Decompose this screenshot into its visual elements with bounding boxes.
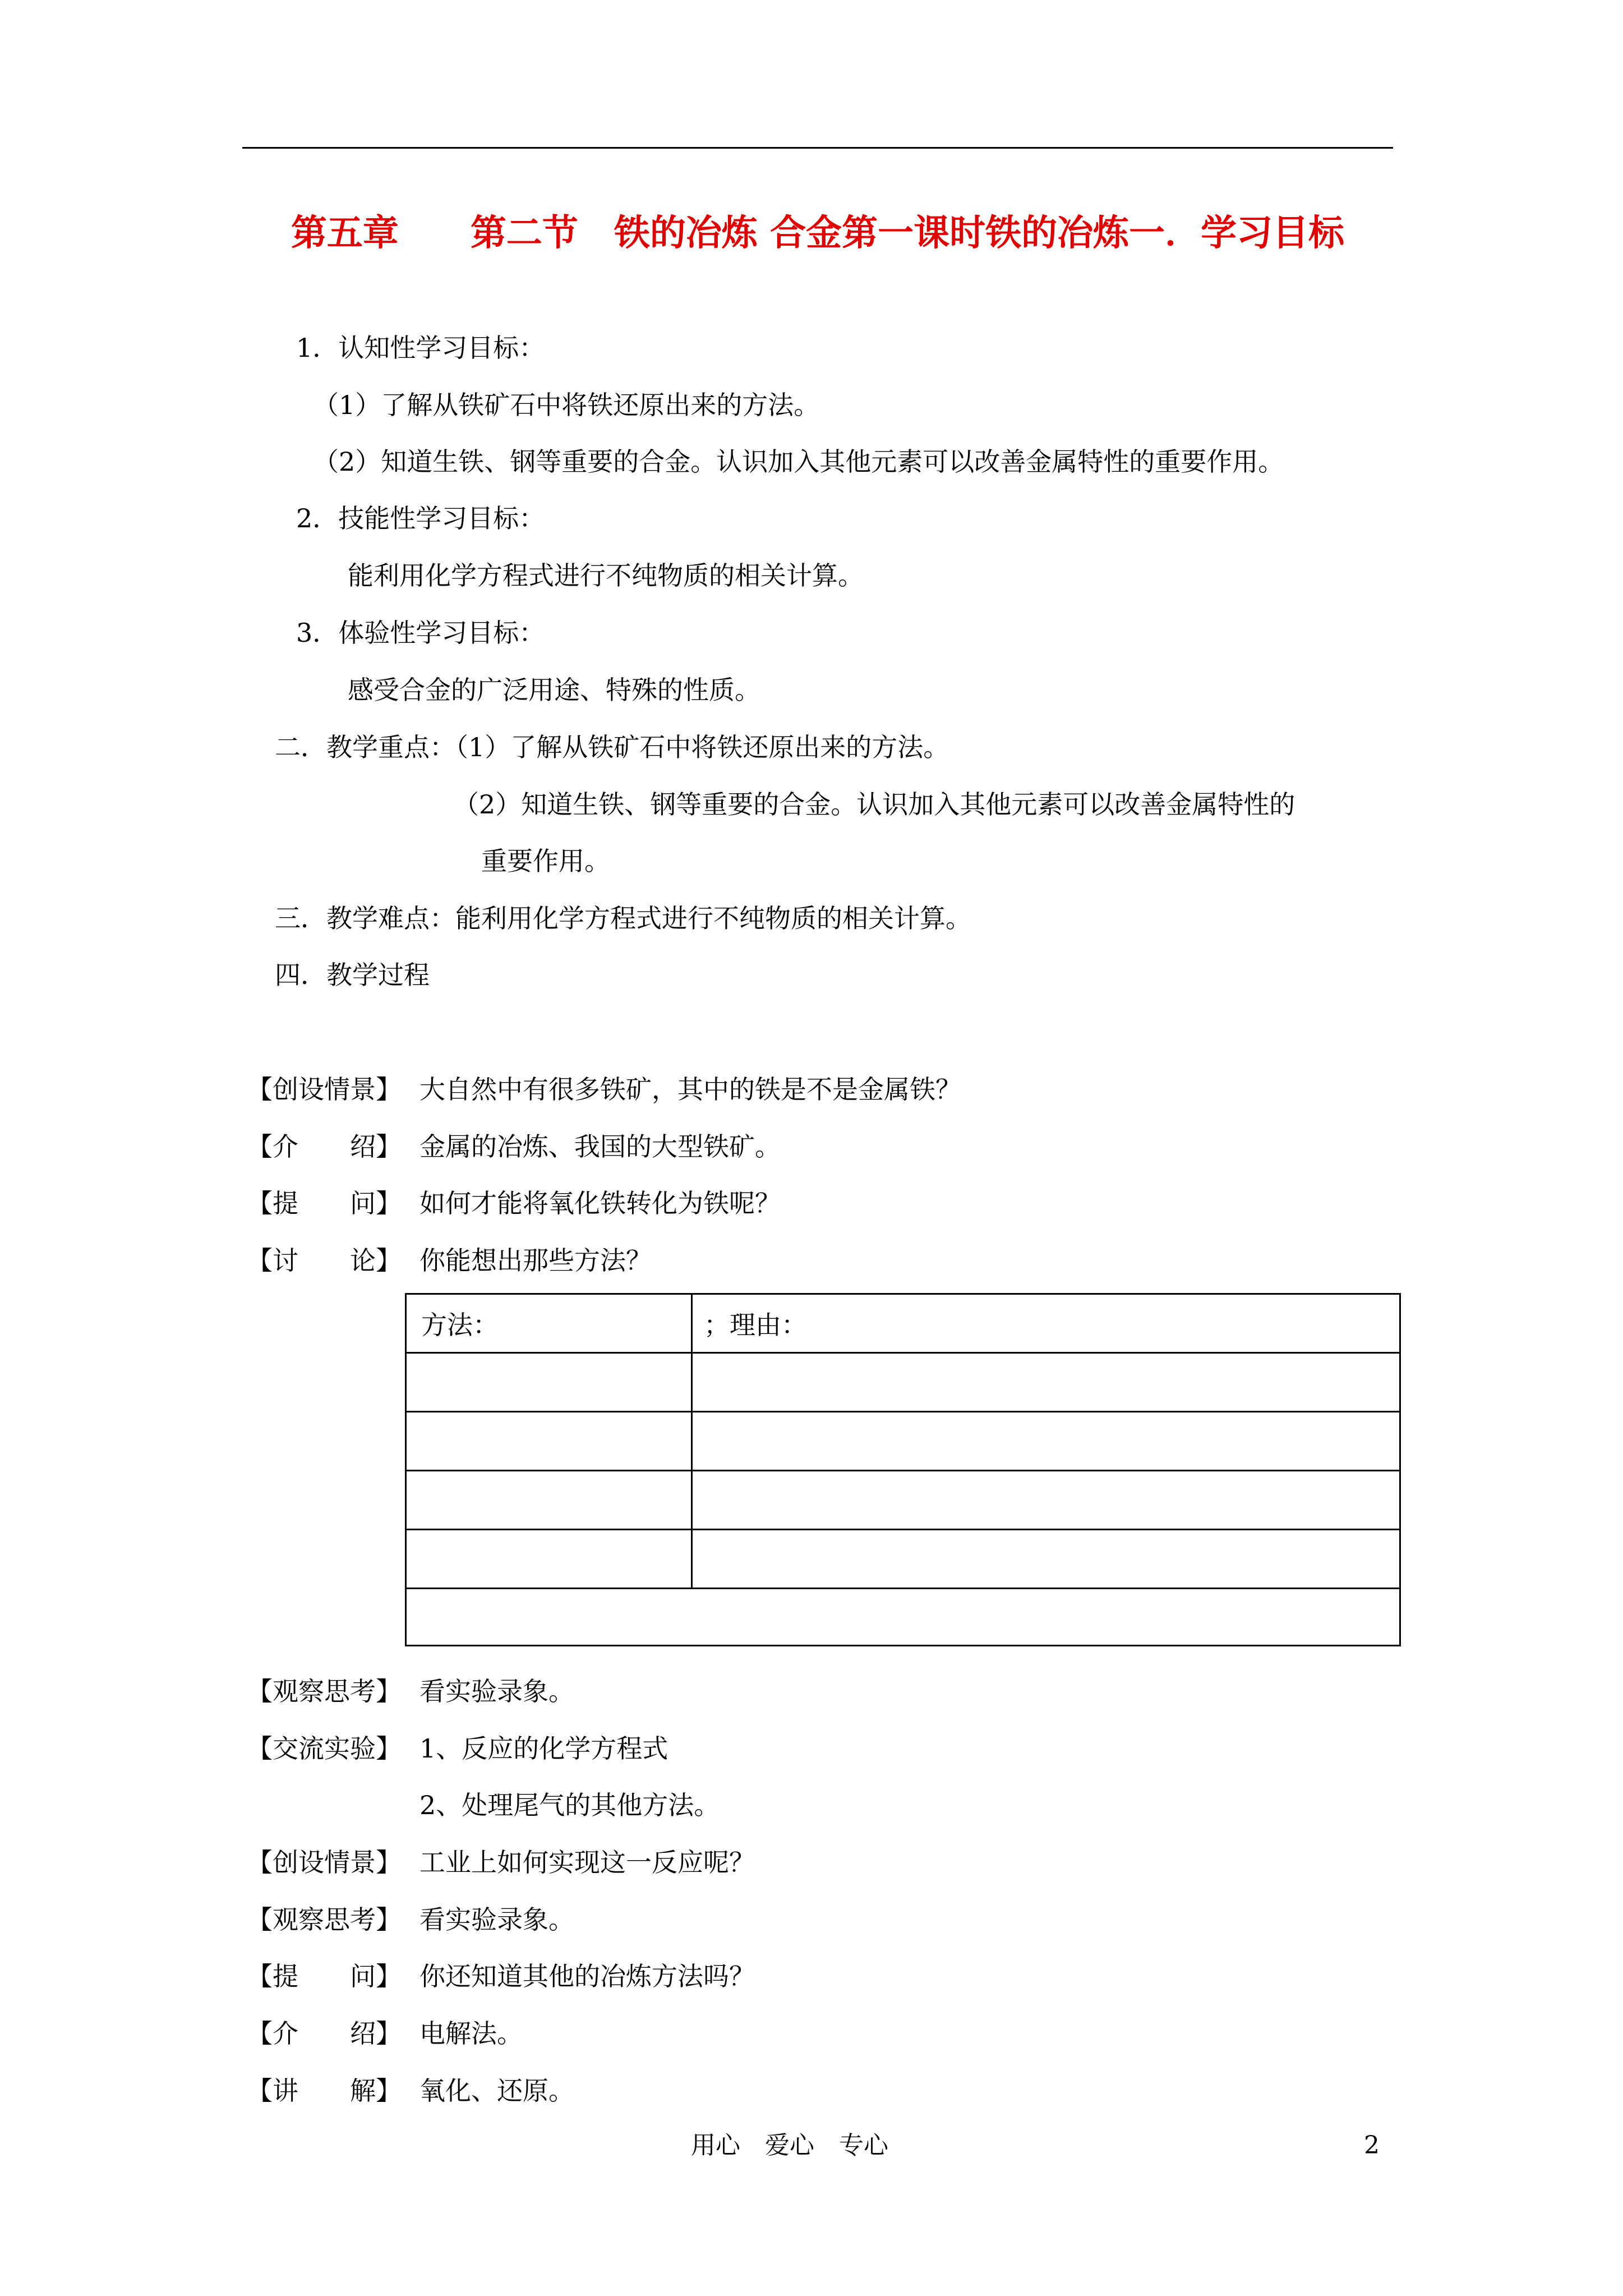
table-header-cell — [693, 1295, 1399, 1352]
page-title: 第五章 第二节 铁的冶炼 合金第一课时铁的冶炼一．学习目标 — [291, 212, 1345, 254]
table-header-reason: ；理由： — [704, 1310, 807, 1340]
table-cell[interactable] — [407, 1354, 693, 1411]
skill-objective-1: 能利用化学方程式进行不纯物质的相关计算。 — [348, 560, 864, 591]
table-row — [407, 1471, 1399, 1530]
experience-objective-heading: 3．体验性学习目标： — [296, 618, 545, 648]
table-row — [407, 1412, 1399, 1471]
experience-objective-1: 感受合金的广泛用途、特殊的性质。 — [348, 675, 760, 705]
process-label: 【创设情景】 — [247, 1074, 402, 1105]
process-text: 看实验录象。 — [419, 1904, 574, 1935]
process-label: 【介 绍】 — [247, 2018, 402, 2049]
process-text: 看实验录象。 — [419, 1676, 574, 1706]
table-cell[interactable] — [407, 1589, 1399, 1648]
table-header-cell — [407, 1295, 693, 1352]
footer-motto: 用心 爱心 专心 — [691, 2131, 888, 2160]
table-row — [407, 1530, 1399, 1589]
key-points-line-2: （2）知道生铁、钢等重要的合金。认识加入其他元素可以改善金属特性的 — [453, 789, 1295, 820]
process-text: 你能想出那些方法？ — [419, 1245, 652, 1276]
table-cell[interactable] — [693, 1471, 1399, 1529]
table-row — [407, 1589, 1399, 1648]
process-label: 【提 问】 — [247, 1961, 402, 1991]
skill-objective-heading: 2．技能性学习目标： — [296, 503, 545, 533]
process-text: 工业上如何实现这一反应呢？ — [419, 1847, 755, 1878]
table-cell[interactable] — [693, 1354, 1399, 1411]
process-label: 【介 绍】 — [247, 1131, 402, 1162]
table-cell[interactable] — [407, 1530, 693, 1588]
process-label: 【讨 论】 — [247, 1245, 402, 1276]
process-text: 氧化、还原。 — [419, 2076, 574, 2106]
process-label: 【创设情景】 — [247, 1847, 402, 1878]
process-text: 你还知道其他的冶炼方法吗？ — [419, 1961, 755, 1991]
process-text: 电解法。 — [419, 2018, 523, 2049]
process-label: 【交流实验】 — [247, 1733, 402, 1764]
table-cell[interactable] — [407, 1412, 693, 1470]
process-text: 金属的冶炼、我国的大型铁矿。 — [419, 1131, 781, 1162]
process-text: 大自然中有很多铁矿，其中的铁是不是金属铁？ — [419, 1074, 961, 1105]
methods-table — [405, 1293, 1401, 1646]
header-rule — [242, 147, 1393, 149]
table-row — [407, 1354, 1399, 1412]
process-label: 【提 问】 — [247, 1188, 402, 1218]
process-label: 【讲 解】 — [247, 2076, 402, 2106]
key-points-line-1: 二．教学重点：（1）了解从铁矿石中将铁还原出来的方法。 — [275, 732, 949, 762]
table-header-method: 方法： — [421, 1310, 499, 1340]
process-text: 如何才能将氧化铁转化为铁呢？ — [419, 1188, 781, 1218]
process-heading: 四．教学过程 — [275, 960, 430, 990]
process-label: 【观察思考】 — [247, 1676, 402, 1706]
table-cell[interactable] — [693, 1412, 1399, 1470]
cognitive-objective-2: （2）知道生铁、钢等重要的合金。认识加入其他元素可以改善金属特性的重要作用。 — [313, 447, 1284, 477]
difficult-points: 三．教学难点：能利用化学方程式进行不纯物质的相关计算。 — [275, 903, 971, 933]
key-points-line-3: 重要作用。 — [481, 846, 610, 876]
page-number: 2 — [1364, 2131, 1380, 2160]
process-label: 【观察思考】 — [247, 1904, 402, 1935]
cognitive-objective-1: （1）了解从铁矿石中将铁还原出来的方法。 — [313, 390, 820, 420]
table-cell[interactable] — [693, 1530, 1399, 1588]
process-text: 2、处理尾气的其他方法。 — [419, 1790, 720, 1820]
process-text: 1、反应的化学方程式 — [419, 1733, 668, 1764]
table-cell[interactable] — [407, 1471, 693, 1529]
cognitive-objective-heading: 1．认知性学习目标： — [296, 333, 545, 363]
table-header-row — [407, 1295, 1399, 1354]
